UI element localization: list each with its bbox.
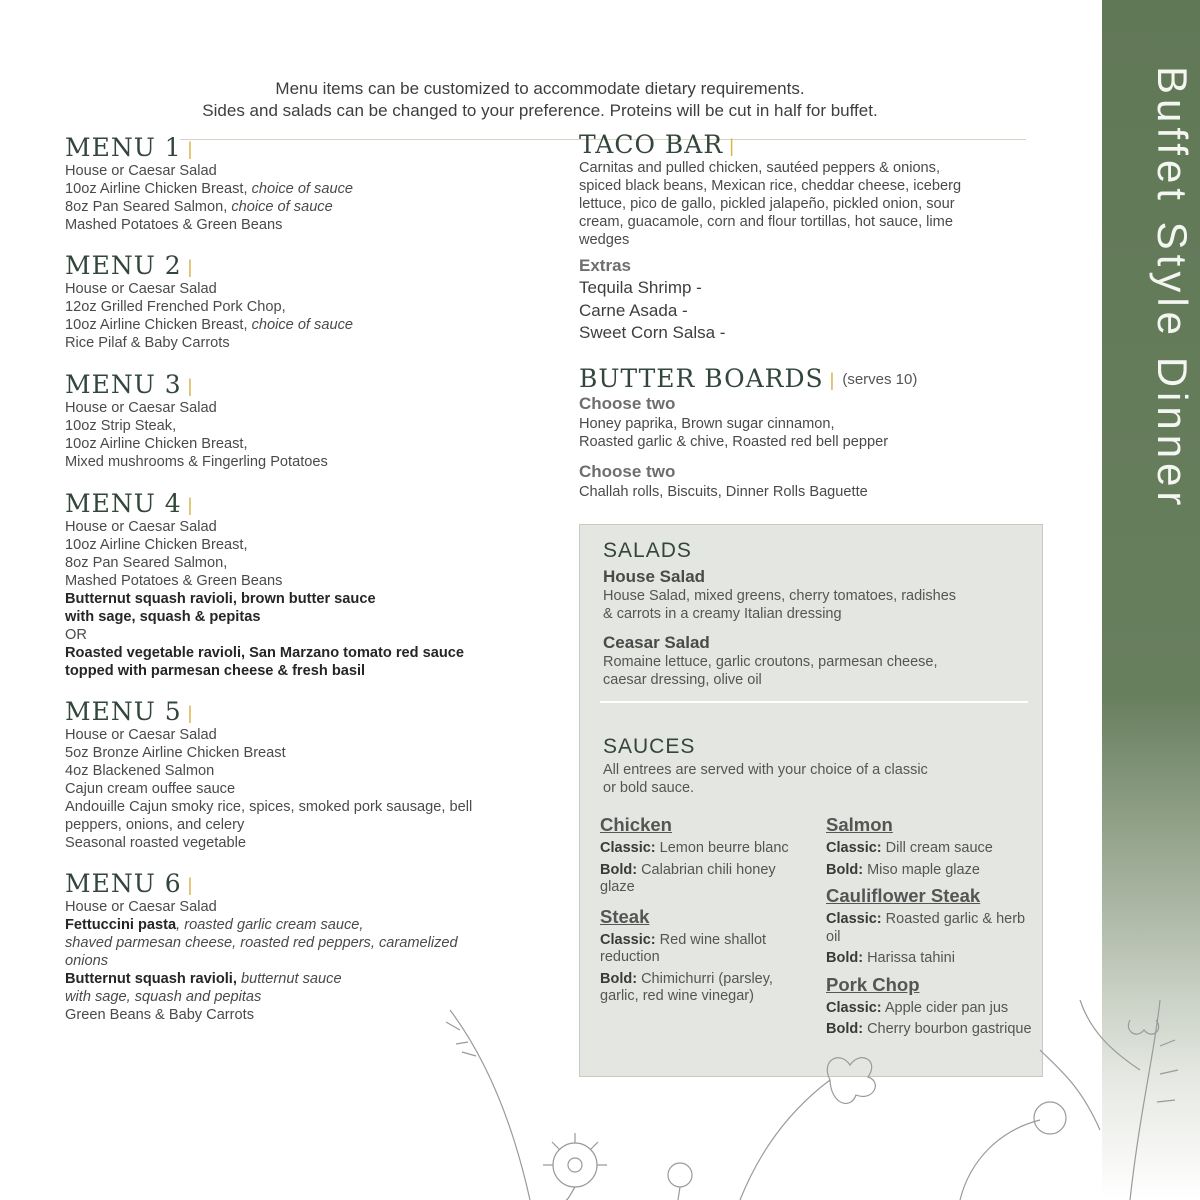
menu-line: Andouille Cajun smoky rice, spices, smoked pork sausage, bell <box>65 799 473 815</box>
menu-line: 5oz Bronze Airline Chicken Breast <box>65 745 286 761</box>
sauce-steak-name: Steak <box>600 905 650 927</box>
salads-section <box>603 539 1023 689</box>
sauce-classic: Classic: Dill cream sauce <box>826 840 993 856</box>
menu-line: topped with parmesan cheese & fresh basil <box>65 663 366 679</box>
sauce-chicken-name: Chicken <box>600 814 672 835</box>
sauce-bold: Bold: Harissa tahini <box>826 950 955 966</box>
menu-item: 8oz Pan Seared Salmon, <box>65 199 232 215</box>
menu-item: 10oz Airline Chicken Breast, <box>65 317 252 333</box>
menu-line <box>65 198 555 216</box>
extra-item: Sweet Corn Salsa - <box>579 323 726 342</box>
sauce-bold: Bold: Calabrian chili honey glaze <box>600 861 776 895</box>
menu-line: 12oz Grilled Frenched Pork Chop, <box>65 299 286 315</box>
house-salad-name: House Salad <box>603 567 706 586</box>
butter-line: Roasted garlic & chive, Roasted red bell pepper <box>579 434 889 450</box>
sauce-cauliflower-name: Cauliflower Steak <box>826 885 981 906</box>
sauce-bold: Bold: Cherry bourbon gastrique <box>826 1021 1032 1037</box>
sauces-desc: All entrees are served with your choice of a classic <box>603 762 928 778</box>
sauces-title: SAUCES <box>603 735 696 758</box>
menu-line <box>65 316 555 334</box>
choose-label: Choose two <box>579 462 676 481</box>
divider-bar: | <box>187 875 193 895</box>
panel-divider <box>600 701 1028 703</box>
sauce-bold: Bold: Chimichurri (parsley, garlic, red wine vinegar) <box>600 970 773 1004</box>
taco-bar-title: TACO BAR <box>579 130 724 159</box>
salads-title: SALADS <box>603 539 692 562</box>
menu-line: 4oz Blackened Salmon <box>65 763 215 779</box>
menu-line: Cajun cream ouffee sauce <box>65 781 236 797</box>
salad-desc: & carrots in a creamy Italian dressing <box>603 606 842 622</box>
salad-desc: Romaine lettuce, garlic croutons, parmesan cheese, <box>603 654 938 670</box>
sauces-section <box>603 735 1023 797</box>
divider-bar: | <box>187 139 193 159</box>
menu-line <box>65 916 555 934</box>
extras-label: Extras <box>579 256 631 275</box>
side-title: Buffet Style Dinner <box>1149 66 1196 511</box>
taco-bar-section <box>579 131 1049 345</box>
salad-desc: House Salad, mixed greens, cherry tomatoes, radishes <box>603 588 957 604</box>
menu-line: shaved parmesan cheese, roasted red peppers, caramelized <box>65 935 458 951</box>
menu-line: OR <box>65 627 87 643</box>
divider-bar: | <box>187 257 193 277</box>
sauce-classic: Classic: Lemon beurre blanc <box>600 840 789 856</box>
taco-line: lettuce, pico de gallo, pickled jalapeño, pickled onion, sour <box>579 196 955 212</box>
sauce-classic: Classic: Apple cider pan jus <box>826 999 1009 1016</box>
menu-line: 8oz Pan Seared Salmon, <box>65 555 228 571</box>
menu-line: House or Caesar Salad <box>65 727 217 743</box>
intro-text <box>60 78 1020 122</box>
menu-item-note: butternut sauce <box>236 971 342 987</box>
menu-item-note: , roasted garlic cream sauce, <box>176 917 364 933</box>
menu-item-note: choice of sauce <box>251 317 353 333</box>
menu-item: Butternut squash ravioli, <box>65 971 237 987</box>
divider-bar: | <box>187 376 193 396</box>
menu-title: MENU 3 <box>65 370 182 399</box>
menu-1 <box>65 134 555 234</box>
menu-title: MENU 1 <box>65 133 182 162</box>
floral-illustration-icon <box>440 990 1200 1200</box>
menu-line: 10oz Airline Chicken Breast, <box>65 537 248 553</box>
menu-title: MENU 2 <box>65 251 182 280</box>
menu-line: House or Caesar Salad <box>65 519 217 535</box>
taco-line: wedges <box>579 232 630 248</box>
divider-bar: | <box>187 495 193 515</box>
menu-line: Mixed mushrooms & Fingerling Potatoes <box>65 454 328 470</box>
intro-line-1: Menu items can be customized to accommodate dietary requirements. <box>275 79 805 98</box>
sauce-salmon-name: Salmon <box>826 814 893 835</box>
caesar-salad-name: Ceasar Salad <box>603 633 710 652</box>
menu-line: Butternut squash ravioli, brown butter sauce <box>65 591 376 607</box>
taco-line: spiced black beans, Mexican rice, cheddar cheese, iceberg <box>579 178 962 194</box>
menu-line: Seasonal roasted vegetable <box>65 835 246 851</box>
butter-boards-title: BUTTER BOARDS <box>579 364 824 393</box>
menu-line: with sage, squash & pepitas <box>65 609 261 625</box>
menu-line: House or Caesar Salad <box>65 281 217 297</box>
menu-line: House or Caesar Salad <box>65 400 217 416</box>
menu-line: House or Caesar Salad <box>65 899 217 915</box>
menu-2 <box>65 252 555 352</box>
taco-line: cream, guacamole, corn and flour tortillas, hot sauce, lime <box>579 214 953 230</box>
menu-line: Mashed Potatoes & Green Beans <box>65 573 283 589</box>
salad-desc: caesar dressing, olive oil <box>603 672 762 688</box>
menu-line <box>65 180 555 198</box>
menu-title: MENU 5 <box>65 697 182 726</box>
menu-line: Roasted vegetable ravioli, San Marzano tomato red sauce <box>65 645 465 661</box>
sauce-classic: Classic: Red wine shallot reduction <box>600 931 767 965</box>
menu-line: with sage, squash and pepitas <box>65 989 262 1005</box>
sauce-bold: Bold: Miso maple glaze <box>826 861 980 878</box>
sauce-pork-name: Pork Chop <box>826 973 920 995</box>
menu-line: Mashed Potatoes & Green Beans <box>65 217 283 233</box>
intro-line-2: Sides and salads can be changed to your preference. Proteins will be cut in half for buffet. <box>202 101 878 120</box>
menu-line: peppers, onions, and celery <box>65 817 245 833</box>
divider-bar: | <box>829 370 835 390</box>
menu-line: House or Caesar Salad <box>65 163 217 179</box>
menu-item-note: choice of sauce <box>251 181 353 197</box>
menu-line: Rice Pilaf & Baby Carrots <box>65 335 230 351</box>
choose-label: Choose two <box>579 394 676 413</box>
menu-item-note: choice of sauce <box>231 199 333 215</box>
serves-note: (serves 10) <box>842 371 918 388</box>
divider-bar: | <box>187 703 193 723</box>
menu-title: MENU 4 <box>65 489 182 518</box>
menu-3 <box>65 371 555 471</box>
menu-title: MENU 6 <box>65 869 182 898</box>
menu-item: Fettuccini pasta <box>65 917 177 933</box>
sauce-classic: Classic: Roasted garlic & herb oil <box>826 911 1026 945</box>
menu-line <box>65 970 555 988</box>
menu-line: onions <box>65 953 109 969</box>
sauce-column-left <box>600 814 810 1006</box>
sauces-desc: or bold sauce. <box>603 780 695 796</box>
menu-line: 10oz Strip Steak, <box>65 418 177 434</box>
butter-line: Honey paprika, Brown sugar cinnamon, <box>579 416 835 432</box>
extra-item: Carne Asada - <box>579 300 688 320</box>
extra-item: Tequila Shrimp - <box>579 278 702 297</box>
taco-line: Carnitas and pulled chicken, sautéed peppers & onions, <box>579 160 941 176</box>
butter-line: Challah rolls, Biscuits, Dinner Rolls Baguette <box>579 484 868 500</box>
menu-item: 10oz Airline Chicken Breast, <box>65 181 252 197</box>
menu-line: 10oz Airline Chicken Breast, <box>65 436 248 452</box>
divider-bar: | <box>729 136 734 156</box>
butter-boards-section <box>579 365 1049 501</box>
menu-4 <box>65 490 555 680</box>
menu-5 <box>65 698 555 852</box>
menu-line: Green Beans & Baby Carrots <box>65 1007 254 1023</box>
